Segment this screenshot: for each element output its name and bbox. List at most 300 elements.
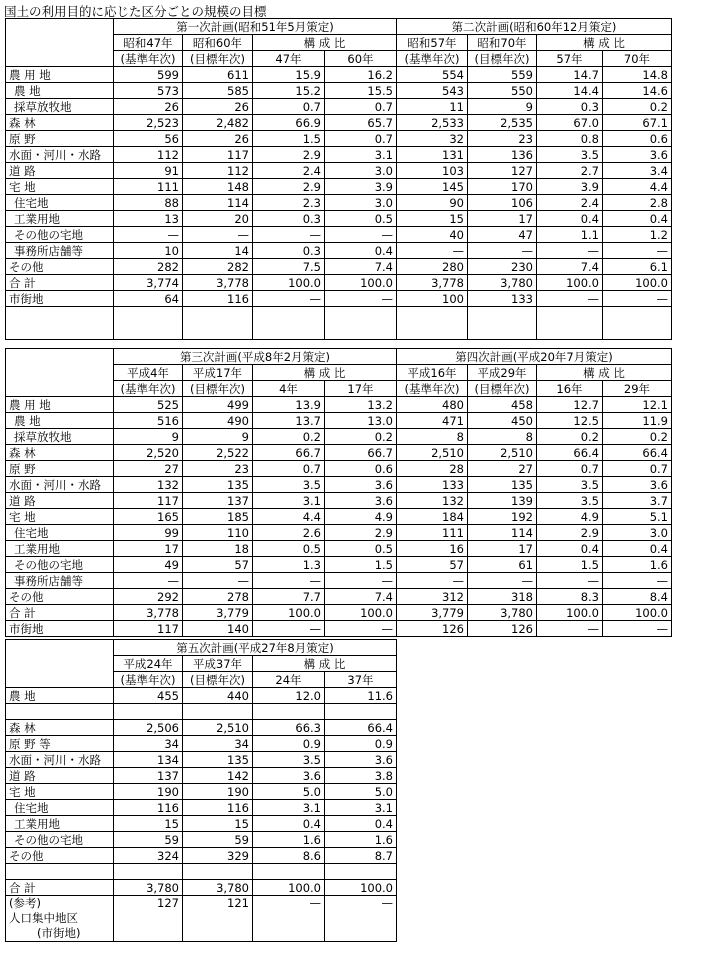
row-label: その他 bbox=[6, 259, 114, 275]
value-cell: 11 bbox=[397, 99, 468, 115]
value-cell: 3.9 bbox=[325, 179, 397, 195]
target-year-header: 昭和60年 bbox=[183, 35, 253, 51]
value-cell: 132 bbox=[397, 493, 468, 509]
value-cell: — bbox=[325, 621, 397, 637]
row-label: 農 地 bbox=[6, 83, 114, 99]
blank-cell bbox=[183, 864, 253, 880]
value-cell: 2,535 bbox=[468, 115, 537, 131]
value-cell: 0.7 bbox=[603, 461, 672, 477]
value-cell: 2.9 bbox=[537, 525, 603, 541]
value-cell: 3,780 bbox=[468, 605, 537, 621]
target-year-header: 昭和70年 bbox=[468, 35, 537, 51]
value-cell: 145 bbox=[397, 179, 468, 195]
value-cell: 13.2 bbox=[325, 397, 397, 413]
row-label: 水面・河川・水路 bbox=[6, 752, 114, 768]
value-cell: 100.0 bbox=[325, 605, 397, 621]
table-row bbox=[6, 605, 672, 621]
value-cell: 2.8 bbox=[603, 195, 672, 211]
table-row bbox=[6, 429, 672, 445]
blank-cell bbox=[6, 704, 114, 720]
value-cell: 28 bbox=[397, 461, 468, 477]
value-cell: 34 bbox=[183, 736, 253, 752]
value-cell: 9 bbox=[468, 99, 537, 115]
row-label: 宅 地 bbox=[6, 784, 114, 800]
value-cell: 2,510 bbox=[183, 720, 253, 736]
value-cell: 3,780 bbox=[183, 880, 253, 896]
value-cell: — bbox=[537, 621, 603, 637]
base-year-header: 昭和47年 bbox=[114, 35, 183, 51]
value-cell: 66.3 bbox=[253, 720, 325, 736]
blank-cell bbox=[537, 307, 603, 340]
value-cell: 8.4 bbox=[603, 589, 672, 605]
value-cell: 7.7 bbox=[253, 589, 325, 605]
blank-cell bbox=[114, 864, 183, 880]
value-cell: — bbox=[603, 573, 672, 589]
row-label: 農 用 地 bbox=[6, 67, 114, 83]
header-corner-cell bbox=[6, 349, 114, 397]
base-year-header: 平成16年 bbox=[397, 365, 468, 381]
composition-ratio-header: 構 成 比 bbox=[253, 365, 397, 381]
value-cell: 3,779 bbox=[183, 605, 253, 621]
value-cell: 0.2 bbox=[325, 429, 397, 445]
row-label: 住宅地 bbox=[6, 800, 114, 816]
blank-cell bbox=[114, 704, 183, 720]
value-cell: 148 bbox=[183, 179, 253, 195]
value-cell: — bbox=[183, 227, 253, 243]
base-year-sub-header: (基準年次) bbox=[397, 381, 468, 397]
plan-header-row bbox=[6, 349, 672, 365]
value-cell: 111 bbox=[397, 525, 468, 541]
table-row bbox=[6, 83, 672, 99]
row-label: 原 野 bbox=[6, 461, 114, 477]
blank-row bbox=[6, 704, 397, 720]
value-cell: 49 bbox=[114, 557, 183, 573]
value-cell: 67.1 bbox=[603, 115, 672, 131]
value-cell: 185 bbox=[183, 509, 253, 525]
row-label: 工業用地 bbox=[6, 211, 114, 227]
value-cell: 142 bbox=[183, 768, 253, 784]
value-cell: 100.0 bbox=[537, 275, 603, 291]
value-cell: 6.1 bbox=[603, 259, 672, 275]
blank-cell bbox=[325, 704, 397, 720]
value-cell: 170 bbox=[468, 179, 537, 195]
value-cell: 0.9 bbox=[325, 736, 397, 752]
blank-cell bbox=[253, 704, 325, 720]
value-cell: — bbox=[468, 243, 537, 259]
table-row bbox=[6, 800, 397, 816]
value-cell: 127 bbox=[114, 896, 183, 942]
value-cell: 2.9 bbox=[325, 525, 397, 541]
value-cell: 59 bbox=[183, 832, 253, 848]
composition-ratio-header: 構 成 比 bbox=[253, 35, 397, 51]
value-cell: 0.5 bbox=[325, 211, 397, 227]
value-cell: 116 bbox=[183, 800, 253, 816]
base-year-header: 昭和57年 bbox=[397, 35, 468, 51]
value-cell: 0.7 bbox=[253, 461, 325, 477]
value-cell: 312 bbox=[397, 589, 468, 605]
value-cell: 190 bbox=[114, 784, 183, 800]
value-cell: 111 bbox=[114, 179, 183, 195]
value-cell: 0.4 bbox=[325, 243, 397, 259]
table-row bbox=[6, 493, 672, 509]
value-cell: 100 bbox=[397, 291, 468, 307]
value-cell: — bbox=[603, 243, 672, 259]
value-cell: 440 bbox=[183, 688, 253, 704]
base-year-sub-header: (基準年次) bbox=[114, 51, 183, 67]
value-cell: 11.6 bbox=[325, 688, 397, 704]
value-cell: 550 bbox=[468, 83, 537, 99]
value-cell: 12.5 bbox=[537, 413, 603, 429]
value-cell: 100.0 bbox=[537, 605, 603, 621]
value-cell: 2.4 bbox=[253, 163, 325, 179]
value-cell: 56 bbox=[114, 131, 183, 147]
value-cell: 3.1 bbox=[253, 800, 325, 816]
value-cell: 16.2 bbox=[325, 67, 397, 83]
base-year-sub-header: (基準年次) bbox=[397, 51, 468, 67]
value-cell: 12.1 bbox=[603, 397, 672, 413]
value-cell: 112 bbox=[183, 163, 253, 179]
value-cell: 5.0 bbox=[253, 784, 325, 800]
value-cell: 450 bbox=[468, 413, 537, 429]
value-cell: 140 bbox=[183, 621, 253, 637]
value-cell: 2,506 bbox=[114, 720, 183, 736]
table-row bbox=[6, 131, 672, 147]
value-cell: 2,522 bbox=[183, 445, 253, 461]
row-label: その他の宅地 bbox=[6, 557, 114, 573]
value-cell: 525 bbox=[114, 397, 183, 413]
header-corner-cell bbox=[6, 19, 114, 67]
base-year-header: 平成4年 bbox=[114, 365, 183, 381]
value-cell: 611 bbox=[183, 67, 253, 83]
value-cell: 1.5 bbox=[537, 557, 603, 573]
value-cell: 3.8 bbox=[325, 768, 397, 784]
table-row bbox=[6, 816, 397, 832]
blank-cell bbox=[183, 704, 253, 720]
value-cell: 1.5 bbox=[253, 131, 325, 147]
table-row bbox=[6, 67, 672, 83]
value-cell: — bbox=[537, 243, 603, 259]
value-cell: 1.6 bbox=[603, 557, 672, 573]
table-row bbox=[6, 227, 672, 243]
value-cell: 126 bbox=[468, 621, 537, 637]
value-cell: 0.7 bbox=[325, 99, 397, 115]
value-cell: 1.5 bbox=[325, 557, 397, 573]
plan-name-header: 第五次計画(平成27年8月策定) bbox=[114, 640, 397, 656]
value-cell: 106 bbox=[468, 195, 537, 211]
composition-year1-header: 47年 bbox=[253, 51, 325, 67]
composition-year1-header: 57年 bbox=[537, 51, 603, 67]
value-cell: 3.6 bbox=[325, 477, 397, 493]
value-cell: 57 bbox=[183, 557, 253, 573]
target-year-sub-header: (目標年次) bbox=[468, 381, 537, 397]
value-cell: 0.8 bbox=[537, 131, 603, 147]
value-cell: 0.4 bbox=[537, 541, 603, 557]
value-cell: 15 bbox=[397, 211, 468, 227]
table-row bbox=[6, 688, 397, 704]
value-cell: 13.0 bbox=[325, 413, 397, 429]
row-label: 宅 地 bbox=[6, 509, 114, 525]
value-cell: 2,482 bbox=[183, 115, 253, 131]
composition-ratio-header: 構 成 比 bbox=[537, 365, 672, 381]
target-year-sub-header: (目標年次) bbox=[183, 51, 253, 67]
value-cell: 0.7 bbox=[253, 99, 325, 115]
value-cell: 66.7 bbox=[253, 445, 325, 461]
table-row bbox=[6, 275, 672, 291]
table-row bbox=[6, 163, 672, 179]
value-cell: — bbox=[253, 573, 325, 589]
value-cell: 121 bbox=[183, 896, 253, 942]
table-row bbox=[6, 259, 672, 275]
value-cell: 133 bbox=[468, 291, 537, 307]
value-cell: 27 bbox=[114, 461, 183, 477]
plan-name-header: 第二次計画(昭和60年12月策定) bbox=[397, 19, 672, 35]
row-label: 市街地 bbox=[6, 621, 114, 637]
value-cell: 7.4 bbox=[325, 259, 397, 275]
value-cell: 3.9 bbox=[537, 179, 603, 195]
value-cell: 455 bbox=[114, 688, 183, 704]
value-cell: 47 bbox=[468, 227, 537, 243]
value-cell: 135 bbox=[183, 477, 253, 493]
table-row bbox=[6, 525, 672, 541]
value-cell: 66.4 bbox=[603, 445, 672, 461]
value-cell: 14 bbox=[183, 243, 253, 259]
value-cell: 3.5 bbox=[537, 477, 603, 493]
table-row bbox=[6, 461, 672, 477]
table-row bbox=[6, 880, 397, 896]
value-cell: — bbox=[325, 573, 397, 589]
value-cell: 3.7 bbox=[603, 493, 672, 509]
target-year-header: 平成29年 bbox=[468, 365, 537, 381]
plan-name-header: 第四次計画(平成20年7月策定) bbox=[397, 349, 672, 365]
value-cell: 190 bbox=[183, 784, 253, 800]
value-cell: 0.3 bbox=[253, 243, 325, 259]
value-cell: 117 bbox=[183, 147, 253, 163]
value-cell: — bbox=[325, 291, 397, 307]
value-cell: 1.6 bbox=[253, 832, 325, 848]
value-cell: 0.6 bbox=[325, 461, 397, 477]
value-cell: 0.9 bbox=[253, 736, 325, 752]
row-label: 工業用地 bbox=[6, 816, 114, 832]
value-cell: 13 bbox=[114, 211, 183, 227]
value-cell: 0.4 bbox=[253, 816, 325, 832]
blank-cell bbox=[603, 307, 672, 340]
value-cell: 8 bbox=[397, 429, 468, 445]
value-cell: 127 bbox=[468, 163, 537, 179]
value-cell: 0.6 bbox=[603, 131, 672, 147]
value-cell: 3,778 bbox=[114, 605, 183, 621]
table-row bbox=[6, 195, 672, 211]
value-cell: 17 bbox=[468, 211, 537, 227]
value-cell: 8.7 bbox=[325, 848, 397, 864]
table-row bbox=[6, 848, 397, 864]
row-label: 農 地 bbox=[6, 413, 114, 429]
table-row bbox=[6, 397, 672, 413]
value-cell: 90 bbox=[397, 195, 468, 211]
value-cell: 230 bbox=[468, 259, 537, 275]
value-cell: 66.9 bbox=[253, 115, 325, 131]
value-cell: 135 bbox=[183, 752, 253, 768]
table-row bbox=[6, 477, 672, 493]
row-label: 道 路 bbox=[6, 768, 114, 784]
target-year-sub-header: (目標年次) bbox=[183, 381, 253, 397]
value-cell: 2.6 bbox=[253, 525, 325, 541]
value-cell: 9 bbox=[114, 429, 183, 445]
value-cell: 117 bbox=[114, 621, 183, 637]
value-cell: 499 bbox=[183, 397, 253, 413]
blank-cell bbox=[397, 307, 468, 340]
value-cell: 0.2 bbox=[253, 429, 325, 445]
value-cell: 3,778 bbox=[397, 275, 468, 291]
value-cell: 100.0 bbox=[603, 605, 672, 621]
value-cell: 0.7 bbox=[325, 131, 397, 147]
value-cell: 0.2 bbox=[537, 429, 603, 445]
value-cell: — bbox=[603, 621, 672, 637]
row-label: 道 路 bbox=[6, 163, 114, 179]
value-cell: 585 bbox=[183, 83, 253, 99]
value-cell: 3,774 bbox=[114, 275, 183, 291]
plan-name-header: 第三次計画(平成8年2月策定) bbox=[114, 349, 397, 365]
value-cell: 15.9 bbox=[253, 67, 325, 83]
value-cell: 0.2 bbox=[603, 99, 672, 115]
row-label: 市街地 bbox=[6, 291, 114, 307]
value-cell: 0.4 bbox=[325, 816, 397, 832]
value-cell: 7.4 bbox=[325, 589, 397, 605]
blank-cell bbox=[325, 307, 397, 340]
plan-header-row bbox=[6, 640, 397, 656]
composition-year1-header: 4年 bbox=[253, 381, 325, 397]
composition-ratio-header: 構 成 比 bbox=[253, 656, 397, 672]
value-cell: 11.9 bbox=[603, 413, 672, 429]
table-row bbox=[6, 768, 397, 784]
value-cell: 329 bbox=[183, 848, 253, 864]
blank-cell bbox=[325, 864, 397, 880]
blank-row bbox=[6, 307, 672, 340]
value-cell: 12.7 bbox=[537, 397, 603, 413]
value-cell: 2,523 bbox=[114, 115, 183, 131]
value-cell: 15 bbox=[183, 816, 253, 832]
value-cell: 1.3 bbox=[253, 557, 325, 573]
value-cell: 3.0 bbox=[603, 525, 672, 541]
value-cell: 14.8 bbox=[603, 67, 672, 83]
header-corner-cell bbox=[6, 640, 114, 688]
table-row bbox=[6, 179, 672, 195]
table-row bbox=[6, 509, 672, 525]
value-cell: 4.9 bbox=[325, 509, 397, 525]
value-cell: 134 bbox=[114, 752, 183, 768]
blank-cell bbox=[253, 307, 325, 340]
value-cell: 10 bbox=[114, 243, 183, 259]
row-label: 住宅地 bbox=[6, 195, 114, 211]
value-cell: 3.5 bbox=[253, 752, 325, 768]
target-year-sub-header: (目標年次) bbox=[468, 51, 537, 67]
value-cell: 1.1 bbox=[537, 227, 603, 243]
value-cell: — bbox=[114, 573, 183, 589]
value-cell: 26 bbox=[183, 131, 253, 147]
value-cell: 573 bbox=[114, 83, 183, 99]
target-year-header: 平成17年 bbox=[183, 365, 253, 381]
value-cell: 34 bbox=[114, 736, 183, 752]
table-row bbox=[6, 541, 672, 557]
blank-cell bbox=[6, 864, 114, 880]
value-cell: 318 bbox=[468, 589, 537, 605]
value-cell: 117 bbox=[114, 493, 183, 509]
value-cell: — bbox=[114, 227, 183, 243]
value-cell: — bbox=[325, 896, 397, 942]
value-cell: 12.0 bbox=[253, 688, 325, 704]
value-cell: 100.0 bbox=[603, 275, 672, 291]
value-cell: 3.6 bbox=[253, 768, 325, 784]
value-cell: 3,779 bbox=[397, 605, 468, 621]
composition-year2-header: 17年 bbox=[325, 381, 397, 397]
value-cell: — bbox=[397, 573, 468, 589]
row-label: 合 計 bbox=[6, 880, 114, 896]
value-cell: 282 bbox=[183, 259, 253, 275]
value-cell: 15.2 bbox=[253, 83, 325, 99]
value-cell: 23 bbox=[183, 461, 253, 477]
value-cell: 292 bbox=[114, 589, 183, 605]
value-cell: 3.5 bbox=[537, 147, 603, 163]
value-cell: — bbox=[183, 573, 253, 589]
row-label: 農 地 bbox=[6, 688, 114, 704]
value-cell: 3.6 bbox=[325, 493, 397, 509]
value-cell: 17 bbox=[468, 541, 537, 557]
value-cell: 2.9 bbox=[253, 179, 325, 195]
blank-cell bbox=[253, 864, 325, 880]
value-cell: 0.3 bbox=[253, 211, 325, 227]
value-cell: 1.6 bbox=[325, 832, 397, 848]
value-cell: 3.1 bbox=[325, 147, 397, 163]
row-label: 住宅地 bbox=[6, 525, 114, 541]
value-cell: 5.0 bbox=[325, 784, 397, 800]
value-cell: 18 bbox=[183, 541, 253, 557]
plan-name-header: 第一次計画(昭和51年5月策定) bbox=[114, 19, 397, 35]
value-cell: 16 bbox=[397, 541, 468, 557]
value-cell: 27 bbox=[468, 461, 537, 477]
row-label: 農 用 地 bbox=[6, 397, 114, 413]
value-cell: 4.4 bbox=[253, 509, 325, 525]
value-cell: 59 bbox=[114, 832, 183, 848]
base-year-sub-header: (基準年次) bbox=[114, 381, 183, 397]
value-cell: 66.4 bbox=[537, 445, 603, 461]
value-cell: 0.7 bbox=[537, 461, 603, 477]
value-cell: 0.4 bbox=[603, 541, 672, 557]
value-cell: 0.4 bbox=[603, 211, 672, 227]
value-cell: — bbox=[253, 291, 325, 307]
value-cell: 3,778 bbox=[183, 275, 253, 291]
value-cell: 137 bbox=[183, 493, 253, 509]
value-cell: 3.6 bbox=[325, 752, 397, 768]
value-cell: 471 bbox=[397, 413, 468, 429]
value-cell: 2.4 bbox=[537, 195, 603, 211]
table-row bbox=[6, 99, 672, 115]
value-cell: 0.2 bbox=[603, 429, 672, 445]
value-cell: 114 bbox=[468, 525, 537, 541]
row-label: 合 計 bbox=[6, 275, 114, 291]
composition-year1-header: 16年 bbox=[537, 381, 603, 397]
land-use-table bbox=[5, 348, 672, 637]
value-cell: — bbox=[468, 573, 537, 589]
value-cell: 3.0 bbox=[325, 163, 397, 179]
value-cell: 116 bbox=[183, 291, 253, 307]
value-cell: 3.6 bbox=[603, 147, 672, 163]
value-cell: 5.1 bbox=[603, 509, 672, 525]
value-cell: 100.0 bbox=[253, 605, 325, 621]
blank-cell bbox=[6, 307, 114, 340]
value-cell: 8 bbox=[468, 429, 537, 445]
value-cell: 15.5 bbox=[325, 83, 397, 99]
table-row bbox=[6, 621, 672, 637]
value-cell: 2.3 bbox=[253, 195, 325, 211]
